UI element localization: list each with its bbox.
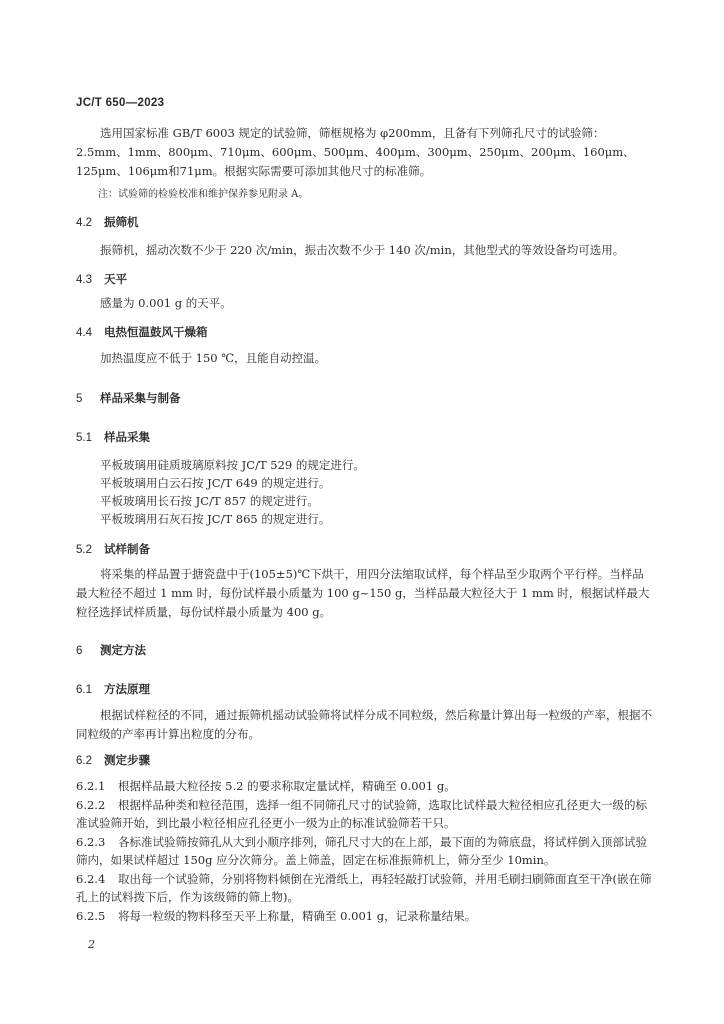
section-title: 样品采集与制备 [100, 393, 181, 405]
section-number: 4.2 [76, 217, 92, 229]
section-4-2-text: 振筛机，摇动次数不少于 220 次/min，振击次数不少于 140 次/min，其他型式的等效设备均可选用。 [100, 243, 625, 257]
step-6-2-1 [76, 777, 656, 795]
step-text: 根据样品最大粒径按 5.2 的要求称取定量试样，精确至 0.001 g。 [118, 779, 456, 793]
section-title: 测定步骤 [104, 755, 150, 767]
intro-note: 注：试验筛的检验校准和维护保养参见附录 A。 [98, 189, 309, 200]
step-text: 将每一粒级的物料移至天平上称量，精确至 0.001 g，记录称量结果。 [118, 909, 477, 923]
step-6-2-2 [76, 796, 656, 832]
step-text: 根据样品种类和粒径范围，选择一组不同筛孔尺寸的试验筛，选取比试样最大粒径相应孔径更大一级的标准试验筛开始，到比最小粒径相应孔径更小一级为止的标准试验筛若干只。 [76, 798, 647, 830]
intro-paragraph: 选用国家标准 GB/T 6003 规定的试验筛，筛框规格为 φ200mm，且备有下列筛孔尺寸的试验筛：2.5mm、1mm、800μm、710μm、600μm、500μm、400μm、300μm、250μm、200μm、160μm、125μm、106μm和71μm。根据实际需要可添加其他尺寸的标准筛。 [76, 126, 635, 178]
section-title: 电热恒温鼓风干燥箱 [104, 327, 208, 339]
section-5-1-line: 平板玻璃用白云石按 JC/T 649 的规定进行。 [100, 476, 331, 490]
section-6-1-heading [76, 681, 150, 697]
section-5-heading [76, 390, 181, 406]
section-6-heading [76, 642, 146, 658]
section-title: 天平 [104, 274, 127, 286]
section-6-2-heading [76, 752, 150, 768]
step-6-2-5 [76, 907, 656, 925]
section-4-4-heading [76, 324, 208, 340]
step-number: 6.2.5 [76, 909, 106, 923]
section-title: 振筛机 [104, 217, 139, 229]
section-number: 5 [76, 393, 83, 405]
step-number: 6.2.3 [76, 835, 106, 849]
section-title: 试样制备 [104, 544, 150, 556]
section-number: 5.1 [76, 432, 92, 444]
section-4-4-text: 加热温度应不低于 150 ℃，且能自动控温。 [100, 351, 327, 365]
section-5-2-heading [76, 541, 150, 557]
section-5-2-text: 将采集的样品置于搪瓷盘中于(105±5)℃下烘干，用四分法缩取试样，每个样品至少取两个平行样。当样品最大粒径不超过 1 mm 时，每份试样最小质量为 100 g~150 g，当样品最大粒径大于 1 mm 时，根据试样最大粒径选择试样质量，每份试样最小质量为 400 g。 [76, 567, 650, 619]
section-5-1-line: 平板玻璃用硅质玻璃原料按 JC/T 529 的规定进行。 [100, 458, 365, 472]
section-number: 5.2 [76, 544, 92, 556]
section-5-1-line: 平板玻璃用石灰石按 JC/T 865 的规定进行。 [100, 512, 331, 526]
section-4-3-heading [76, 271, 127, 287]
page-number: 2 [88, 938, 95, 951]
section-title: 方法原理 [104, 684, 150, 696]
section-number: 4.4 [76, 327, 92, 339]
step-number: 6.2.1 [76, 779, 106, 793]
step-6-2-4 [76, 870, 656, 906]
section-title: 测定方法 [100, 645, 146, 657]
step-number: 6.2.4 [76, 872, 106, 886]
step-text: 各标准试验筛按筛孔从大到小顺序排列，筛孔尺寸大的在上部，最下面的为筛底盘，将试样倒入顶部试验筛内，如果试样超过 150g 应分次筛分。盖上筛盖，固定在标准振筛机上，筛分至少 10min。 [76, 835, 647, 867]
step-6-2-3 [76, 833, 656, 869]
section-title: 样品采集 [104, 432, 150, 444]
step-text: 取出每一个试验筛，分别将物料倾倒在光滑纸上，再轻轻敲打试验筛，并用毛刷扫刷筛面直至干净(嵌在筛孔上的试料拨下后，作为该级筛的筛上物)。 [76, 872, 652, 904]
section-number: 4.3 [76, 274, 92, 286]
section-4-3-text: 感量为 0.001 g 的天平。 [100, 296, 232, 310]
section-number: 6.2 [76, 755, 92, 767]
section-number: 6.1 [76, 684, 92, 696]
section-5-1-heading [76, 429, 150, 445]
section-number: 6 [76, 645, 83, 657]
section-6-1-text: 根据试样粒径的不同，通过振筛机摇动试验筛将试样分成不同粒级，然后称量计算出每一粒级的产率，根据不同粒级的产率再计算出粒度的分布。 [76, 708, 652, 741]
step-number: 6.2.2 [76, 798, 106, 812]
section-5-1-line: 平板玻璃用长石按 JC/T 857 的规定进行。 [100, 494, 319, 508]
standard-code-header: JC/T 650—2023 [76, 97, 165, 109]
section-4-2-heading [76, 214, 139, 230]
